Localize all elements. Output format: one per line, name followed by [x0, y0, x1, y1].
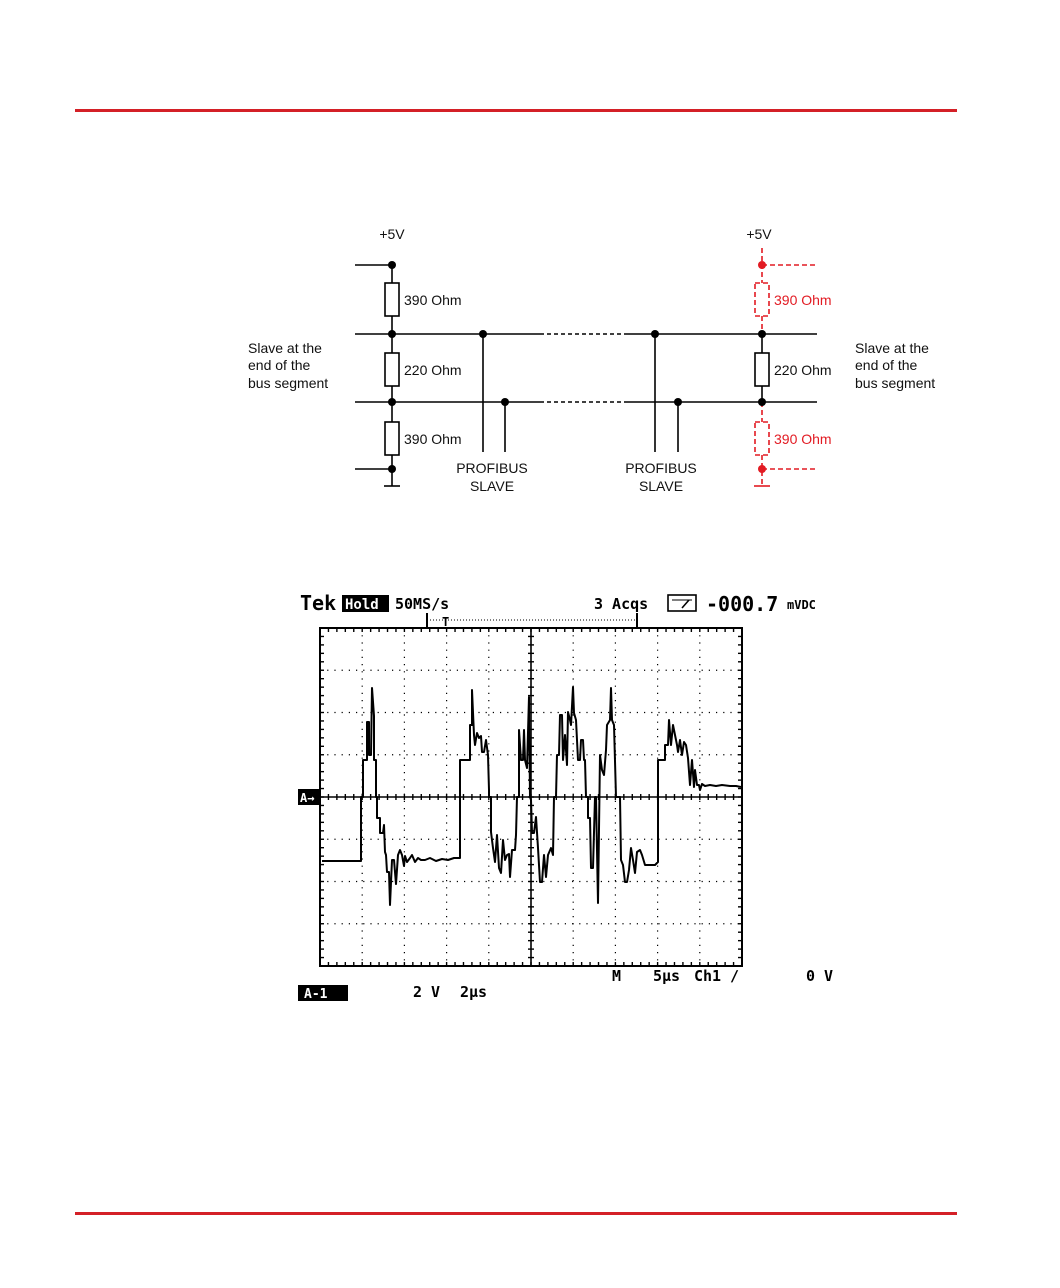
scope-acqs: 3 Acqs: [594, 595, 649, 613]
left-supply-label: +5V: [379, 226, 405, 242]
volts-per-division: 2 V: [413, 983, 441, 1001]
right-slave-label-line1: Slave at the: [855, 340, 929, 356]
right-supply-label: +5V: [746, 226, 772, 242]
left-resistor-mid-label: 220 Ohm: [404, 362, 462, 378]
left-slave-label-line3: bus segment: [248, 375, 329, 391]
trigger-level: 0 V: [806, 967, 834, 985]
scope-reading: -000.7: [706, 592, 779, 616]
timebase-value: 5µs: [653, 967, 681, 985]
right-resistor-bottom-label: 390 Ohm: [774, 431, 832, 447]
left-resistor-bottom-label: 390 Ohm: [404, 431, 462, 447]
slave2-label-line2: SLAVE: [638, 478, 684, 494]
left-slave-label-line1: Slave at the: [248, 340, 322, 356]
right-slave-label-line3: bus segment: [855, 375, 936, 391]
slave2-label-line1: PROFIBUS: [625, 460, 697, 476]
slave1-label-line2: SLAVE: [469, 478, 515, 494]
channel-marker: A→: [300, 791, 315, 805]
left-resistor-top-label: 390 Ohm: [404, 292, 462, 308]
trigger-source: Ch1: [694, 967, 722, 985]
channel-tag: A-1: [304, 987, 328, 1002]
slave1-label-line1: PROFIBUS: [456, 460, 528, 476]
scope-mode: Hold: [345, 597, 379, 613]
left-slave-label-line2: end of the: [248, 357, 311, 373]
right-slave-label-line2: end of the: [855, 357, 918, 373]
trigger-slope-icon: ∕: [730, 967, 740, 985]
right-resistor-top-label: 390 Ohm: [774, 292, 832, 308]
trigger-bracket: [427, 613, 637, 628]
meter-icon: [668, 595, 696, 611]
right-resistor-mid-label: 220 Ohm: [774, 362, 832, 378]
timebase-label: M: [612, 967, 622, 985]
scope-brand: Tek: [300, 591, 337, 615]
scope-reading-unit: mVDC: [787, 598, 816, 612]
scope-sample-rate: 50MS/s: [395, 595, 450, 613]
time-per-division: 2µs: [460, 983, 488, 1001]
trigger-marker: T: [442, 615, 450, 629]
